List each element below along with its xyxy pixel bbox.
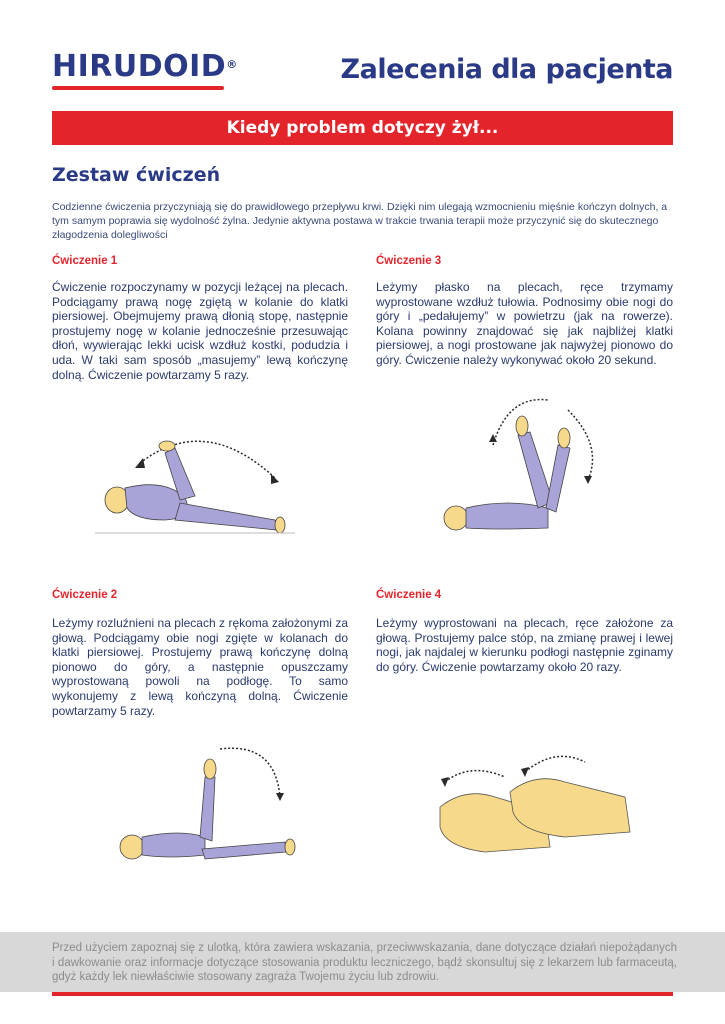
arrow-head (521, 767, 529, 777)
footer-rule (52, 992, 673, 996)
torso (466, 503, 548, 529)
foot (558, 428, 570, 448)
exercise-2-illustration (110, 737, 300, 865)
head (444, 506, 468, 530)
head (120, 835, 144, 859)
exercise-3-title: Ćwiczenie 3 (376, 255, 442, 267)
topic-banner: Kiedy problem dotyczy żył... (52, 111, 673, 145)
foot (516, 416, 528, 436)
exercise-3-text: Leżymy płasko na plecach, ręce trzymamy wyprostowane wzdłuż tułowia. Podnosimy obie nogi do góry i „pedałujemy” w powietrzu (jak na rowerze). Kolana powinny znajdować się jak najbliżej klatki piersiowej, a nogi prostowane jak najwyżej pionowo do góry. Ćwiczenie należy wykonywać około 20 sekund. (376, 280, 673, 367)
exercise-4-text: Leżymy wyprostowani na plecach, ręce założone za głową. Prostujemy palce stóp, na zmianę prawej i lewej nogi, jak najdalej w kierunku podłogi następnie zginamy do góry. Ćwiczenie powtarzamy około 20 razy. (376, 616, 673, 674)
torso (142, 833, 205, 857)
logo-underline (52, 86, 224, 90)
logo-wordmark: HIRUDOID (52, 49, 227, 84)
footer-disclaimer: Przed użyciem zapoznaj się z ulotką, która zawiera wskazania, przeciwwskazania, dane dotyczące działań niepożądanych i dawkowanie oraz informacje dotyczące stosowania produktu leczniczego, bądź skonsultuj się z lekarzem lub farmaceutą, gdyż każdy lek niewłaściwie stosowany zagraża Twojemu życiu lub zdrowiu. (52, 942, 677, 983)
leg-left (518, 432, 553, 508)
exercise-1-illustration (95, 408, 300, 540)
motion-arc (525, 756, 585, 772)
foot (204, 759, 216, 779)
leg-raised (200, 777, 215, 841)
exercise-4-title: Ćwiczenie 4 (376, 589, 442, 601)
foot (275, 517, 285, 533)
arrow-head (489, 434, 497, 442)
registered-mark: ® (226, 58, 238, 71)
exercise-1-title: Ćwiczenie 1 (52, 255, 118, 267)
arrow-head (441, 777, 449, 787)
arrow-head (271, 474, 279, 484)
foot (159, 441, 175, 451)
motion-arc (220, 748, 280, 797)
section-title: Zestaw ćwiczeń (52, 164, 221, 186)
motion-arc (568, 410, 593, 480)
intro-paragraph: Codzienne ćwiczenia przyczyniają się do prawidłowego przepływu krwi. Dzięki nim ulegają wzmocnieniu mięśnie kończyn dolnych, a tym samym poprawia się wydolność żylna. Jedynie aktywna postawa w trakcie trwania terapii może przyczynić się do skutecznego złagodzenia dolegliwości (52, 201, 668, 241)
exercise-2-text: Leżymy rozluźnieni na plecach z rękoma założonymi za głową. Podciągamy obie nogi zgięte w kolanach do klatki piersiowej. Prostujemy prawą kończynę dolną pionowo do góry, a następnie opuszczamy wyprostowaną powoli na podłogę. To samo wykonujemy z lewą kończyną dolną. Ćwiczenie powtarzamy 5 razy. (52, 616, 348, 718)
exercise-1-text: Ćwiczenie rozpoczynamy w pozycji leżącej na plecach. Podciągamy prawą nogę zgiętą w kolanie do klatki piersiowej. Obejmujemy prawą dłonią stopę, następnie prostujemy nogę w kolanie jednocześnie przesuwając dłoń, wywierając lekki ucisk wzdłuż kostki, podudzia i uda. W taki sam sposób „masujemy” lewą kończynę dolną. Ćwiczenie powtarzamy 5 razy. (52, 280, 348, 382)
exercise-2-title: Ćwiczenie 2 (52, 589, 118, 601)
document-title: Zalecenia dla pacjenta (340, 54, 673, 85)
exercise-3-illustration (438, 390, 608, 540)
arrow-head (584, 476, 592, 484)
leg-straight (175, 503, 277, 530)
brand-logo (52, 50, 238, 84)
foot (285, 839, 295, 855)
exercise-4-illustration (425, 737, 635, 862)
motion-arc (445, 771, 505, 782)
leg-right (546, 445, 570, 512)
arrow-head (276, 793, 284, 801)
leg-down (202, 842, 286, 859)
